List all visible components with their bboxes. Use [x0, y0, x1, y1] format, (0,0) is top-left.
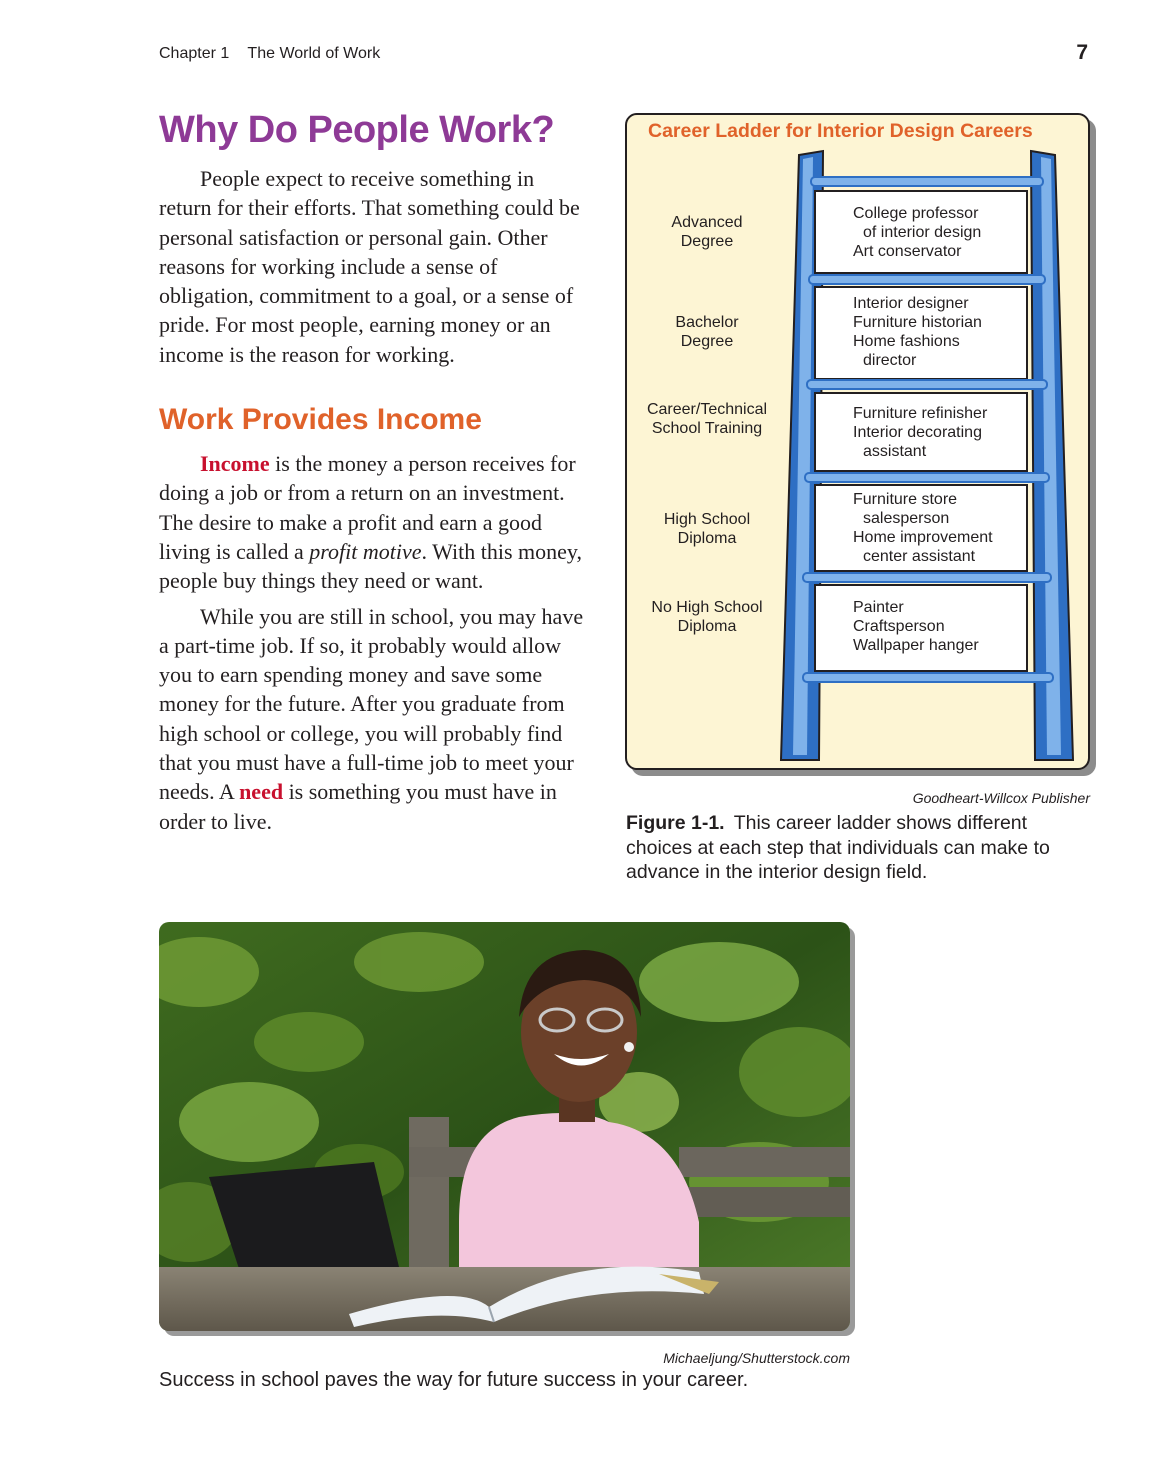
education-line: Advanced: [671, 214, 743, 231]
career-item: Wallpaper hanger: [853, 637, 979, 654]
figure-caption-text: This career ladder shows different choices at each step that individuals can make to advance in the interior design field.: [626, 812, 1050, 883]
education-line: Bachelor: [675, 314, 739, 331]
chapter-title: The World of Work: [247, 45, 381, 62]
education-line: No High School: [651, 599, 763, 616]
intro-paragraph: People expect to receive something in return for their efforts. That something could be personal satisfaction or personal gain. Other reasons for working include a sense of obligation, commitment to a goal, or a sense of pride. For most people, earning money or an income is the reason for working.: [159, 166, 580, 367]
education-line: Diploma: [677, 530, 737, 547]
education-level-no-high-school: [637, 598, 777, 636]
careers-career-technical: [853, 404, 1033, 461]
career-item: Furniture refinisher: [853, 405, 988, 422]
education-line: Diploma: [677, 618, 737, 635]
ladder-right-rail: [1031, 151, 1073, 760]
student-photo: [159, 922, 850, 1331]
career-item: center assistant: [863, 548, 976, 565]
career-item: Painter: [853, 599, 904, 616]
education-line: School Training: [651, 420, 763, 437]
career-item: Art conservator: [853, 243, 962, 260]
income-text-b: . With this money, people buy things they need or want.: [159, 538, 582, 594]
career-item: Home fashions: [853, 333, 960, 350]
key-term-income: Income: [200, 451, 270, 477]
career-item: Furniture historian: [853, 314, 982, 331]
careers-bachelor-degree: [853, 294, 1033, 370]
career-item: College professor: [853, 205, 979, 222]
education-level-advanced-degree: [637, 213, 777, 251]
career-item: Furniture store: [853, 491, 958, 508]
subsection-heading: Work Provides Income: [159, 403, 482, 437]
career-item: assistant: [863, 443, 927, 460]
career-item: Craftsperson: [853, 618, 945, 635]
careers-high-school: [853, 490, 1033, 566]
figure-title: Career Ladder for Interior Design Careers: [648, 120, 1033, 142]
education-line: Degree: [680, 233, 734, 250]
career-item: director: [863, 352, 917, 369]
career-ladder-figure: [625, 113, 1090, 770]
education-line: High School: [663, 511, 751, 528]
italic-term-profit-motive: profit motive: [309, 538, 422, 564]
photo-caption: Success in school paves the way for future success in your career.: [159, 1369, 749, 1391]
education-level-high-school: [637, 510, 777, 548]
career-item: of interior design: [863, 224, 982, 241]
figure-credit: Goodheart-Willcox Publisher: [912, 790, 1090, 806]
section-heading: Why Do People Work?: [159, 109, 555, 151]
careers-advanced-degree: [853, 204, 1033, 261]
career-item: Interior designer: [853, 295, 969, 312]
main-text-column: [159, 106, 591, 836]
income-text-a: is the money a person receives for doing a job or from a return on an investment. The desire to make a profit and earn a good living is called a: [159, 451, 576, 564]
education-level-bachelor-degree: [637, 313, 777, 351]
career-item: Interior decorating: [853, 424, 982, 441]
career-item: salesperson: [863, 510, 950, 527]
figure-label: Figure 1-1.: [626, 812, 725, 834]
income-paragraph: [159, 449, 591, 595]
school-text-a: While you are still in school, you may have a part-time job. If so, it probably would allow you to earn spending money and save some money for the future. After you graduate from high school or college, you will probably find that you must have a full-time job to meet your needs. A: [159, 603, 584, 805]
photo-credit: Michaeljung/Shutterstock.com: [663, 1350, 850, 1366]
figure-caption: [626, 811, 1096, 885]
school-paragraph: [159, 602, 591, 836]
running-head: [159, 45, 380, 63]
education-level-career-technical: [637, 400, 777, 438]
careers-no-high-school: [853, 598, 1033, 655]
page-number: 7: [1076, 41, 1088, 64]
key-term-need: need: [239, 779, 284, 805]
education-line: Degree: [680, 333, 734, 350]
student-with-laptop-illustration: [159, 922, 850, 1331]
education-line: Career/Technical: [646, 401, 768, 418]
career-item: Home improvement: [853, 529, 993, 546]
chapter-label: Chapter 1: [159, 45, 230, 62]
school-text-b: is something you must have in order to live.: [159, 779, 557, 834]
